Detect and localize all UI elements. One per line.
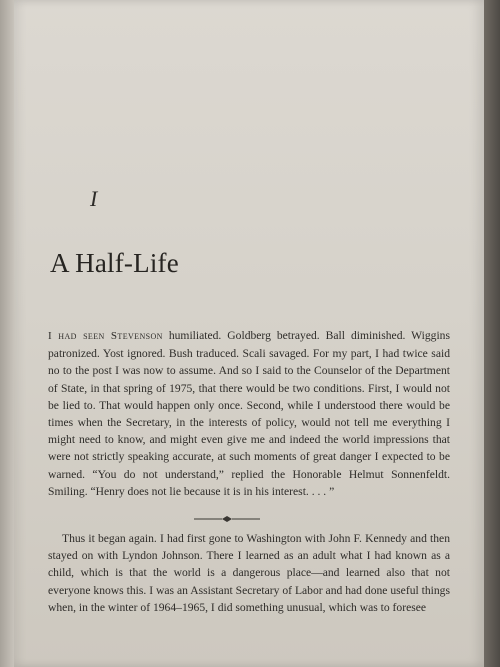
paragraph-second: Thus it began again. I had first gone to Washington with John F. Kennedy and then stayed on with Lyndon Johnson. There I learned as an adult what I had known as a child, which is that the world is a dangerous place—and learned also that not everyone knows this. I was an Assistant Secretary of Labor and had done useful things when, in the winter of 1964–1965, I did something unusual, which was to foresee	[48, 532, 450, 614]
paragraph-lead-in: I had seen Stevenson	[48, 330, 163, 342]
chapter-number: I	[90, 186, 98, 211]
chapter-title: A Half-Life	[50, 248, 179, 278]
page-edge-shadow	[484, 0, 500, 667]
section-break-ornament	[192, 514, 262, 524]
paragraph-opening	[48, 327, 450, 500]
paragraph-body: humiliated. Goldberg betrayed. Ball diminished. Wiggins patronized. Yost ignored. Bush traduced. Scali savaged. For my part, I had twice said no to the post I was now to assume. And so I said to the Counselor of the Department of State, in that spring of 1975, that there would be two conditions. First, I would not be lied to. That would happen only once. Second, while I understood there would be times when the Secretary, in the interests of policy, would not tell me everything I might need to know, and might even give me and indeed the world impressions that were not strictly speaking accurate, at such moments of great danger I expected to be warned. “You do not understand,” replied the Honorable Helmut Sonnenfeldt. Smiling. “Henry does not lie because it is in his interest. . . . ”	[48, 329, 450, 498]
page-gutter	[0, 0, 14, 667]
